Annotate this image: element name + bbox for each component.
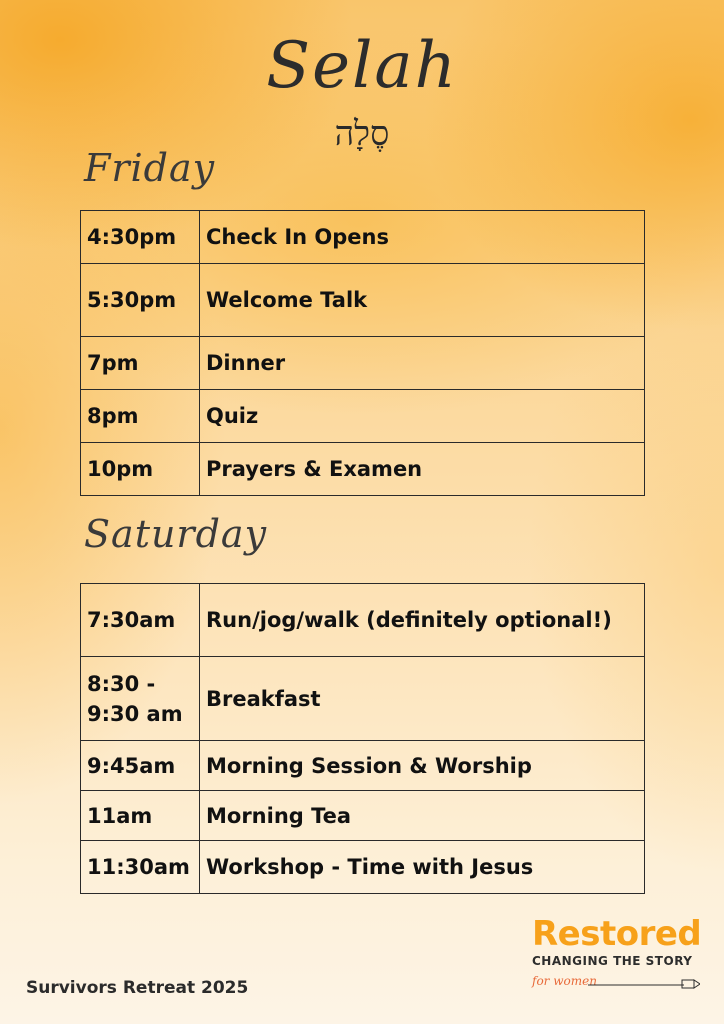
- table-row: [81, 584, 645, 657]
- time-cell: 10pm: [81, 443, 200, 496]
- event-cell: Run/jog/walk (definitely optional!): [200, 584, 645, 657]
- event-cell: Welcome Talk: [200, 264, 645, 337]
- event-cell: Dinner: [200, 337, 645, 390]
- time-cell: 8pm: [81, 390, 200, 443]
- event-cell: Workshop - Time with Jesus: [200, 841, 645, 894]
- table-row: [81, 741, 645, 791]
- logo-tagline: CHANGING THE STORY: [532, 954, 693, 968]
- time-cell: 9:45am: [81, 741, 200, 791]
- time-cell: 7:30am: [81, 584, 200, 657]
- time-cell: 11:30am: [81, 841, 200, 894]
- pencil-icon: [588, 977, 700, 991]
- event-cell: Prayers & Examen: [200, 443, 645, 496]
- table-row: [81, 390, 645, 443]
- table-row: [81, 443, 645, 496]
- logo-wordmark: Restored: [532, 914, 702, 954]
- friday-schedule-table: [80, 210, 645, 496]
- footer-text: Survivors Retreat 2025: [26, 978, 249, 998]
- logo-subtitle: for women: [532, 974, 597, 988]
- friday-heading: Friday: [84, 146, 216, 190]
- table-row: [81, 211, 645, 264]
- table-row: [81, 841, 645, 894]
- table-row: [81, 657, 645, 741]
- saturday-heading: Saturday: [84, 512, 268, 556]
- table-row: [81, 337, 645, 390]
- time-cell: 7pm: [81, 337, 200, 390]
- hebrew-subtitle: סֶלָה: [334, 114, 390, 154]
- event-cell: Check In Opens: [200, 211, 645, 264]
- event-cell: Morning Session & Worship: [200, 741, 645, 791]
- event-cell: Morning Tea: [200, 791, 645, 841]
- time-cell: 11am: [81, 791, 200, 841]
- time-cell: 8:30 - 9:30 am: [81, 657, 200, 741]
- time-cell: 4:30pm: [81, 211, 200, 264]
- event-cell: Breakfast: [200, 657, 645, 741]
- table-row: [81, 791, 645, 841]
- time-cell: 5:30pm: [81, 264, 200, 337]
- table-row: [81, 264, 645, 337]
- saturday-schedule-table: [80, 583, 645, 894]
- page-title: Selah: [266, 29, 458, 103]
- event-cell: Quiz: [200, 390, 645, 443]
- restored-logo: [528, 914, 704, 1000]
